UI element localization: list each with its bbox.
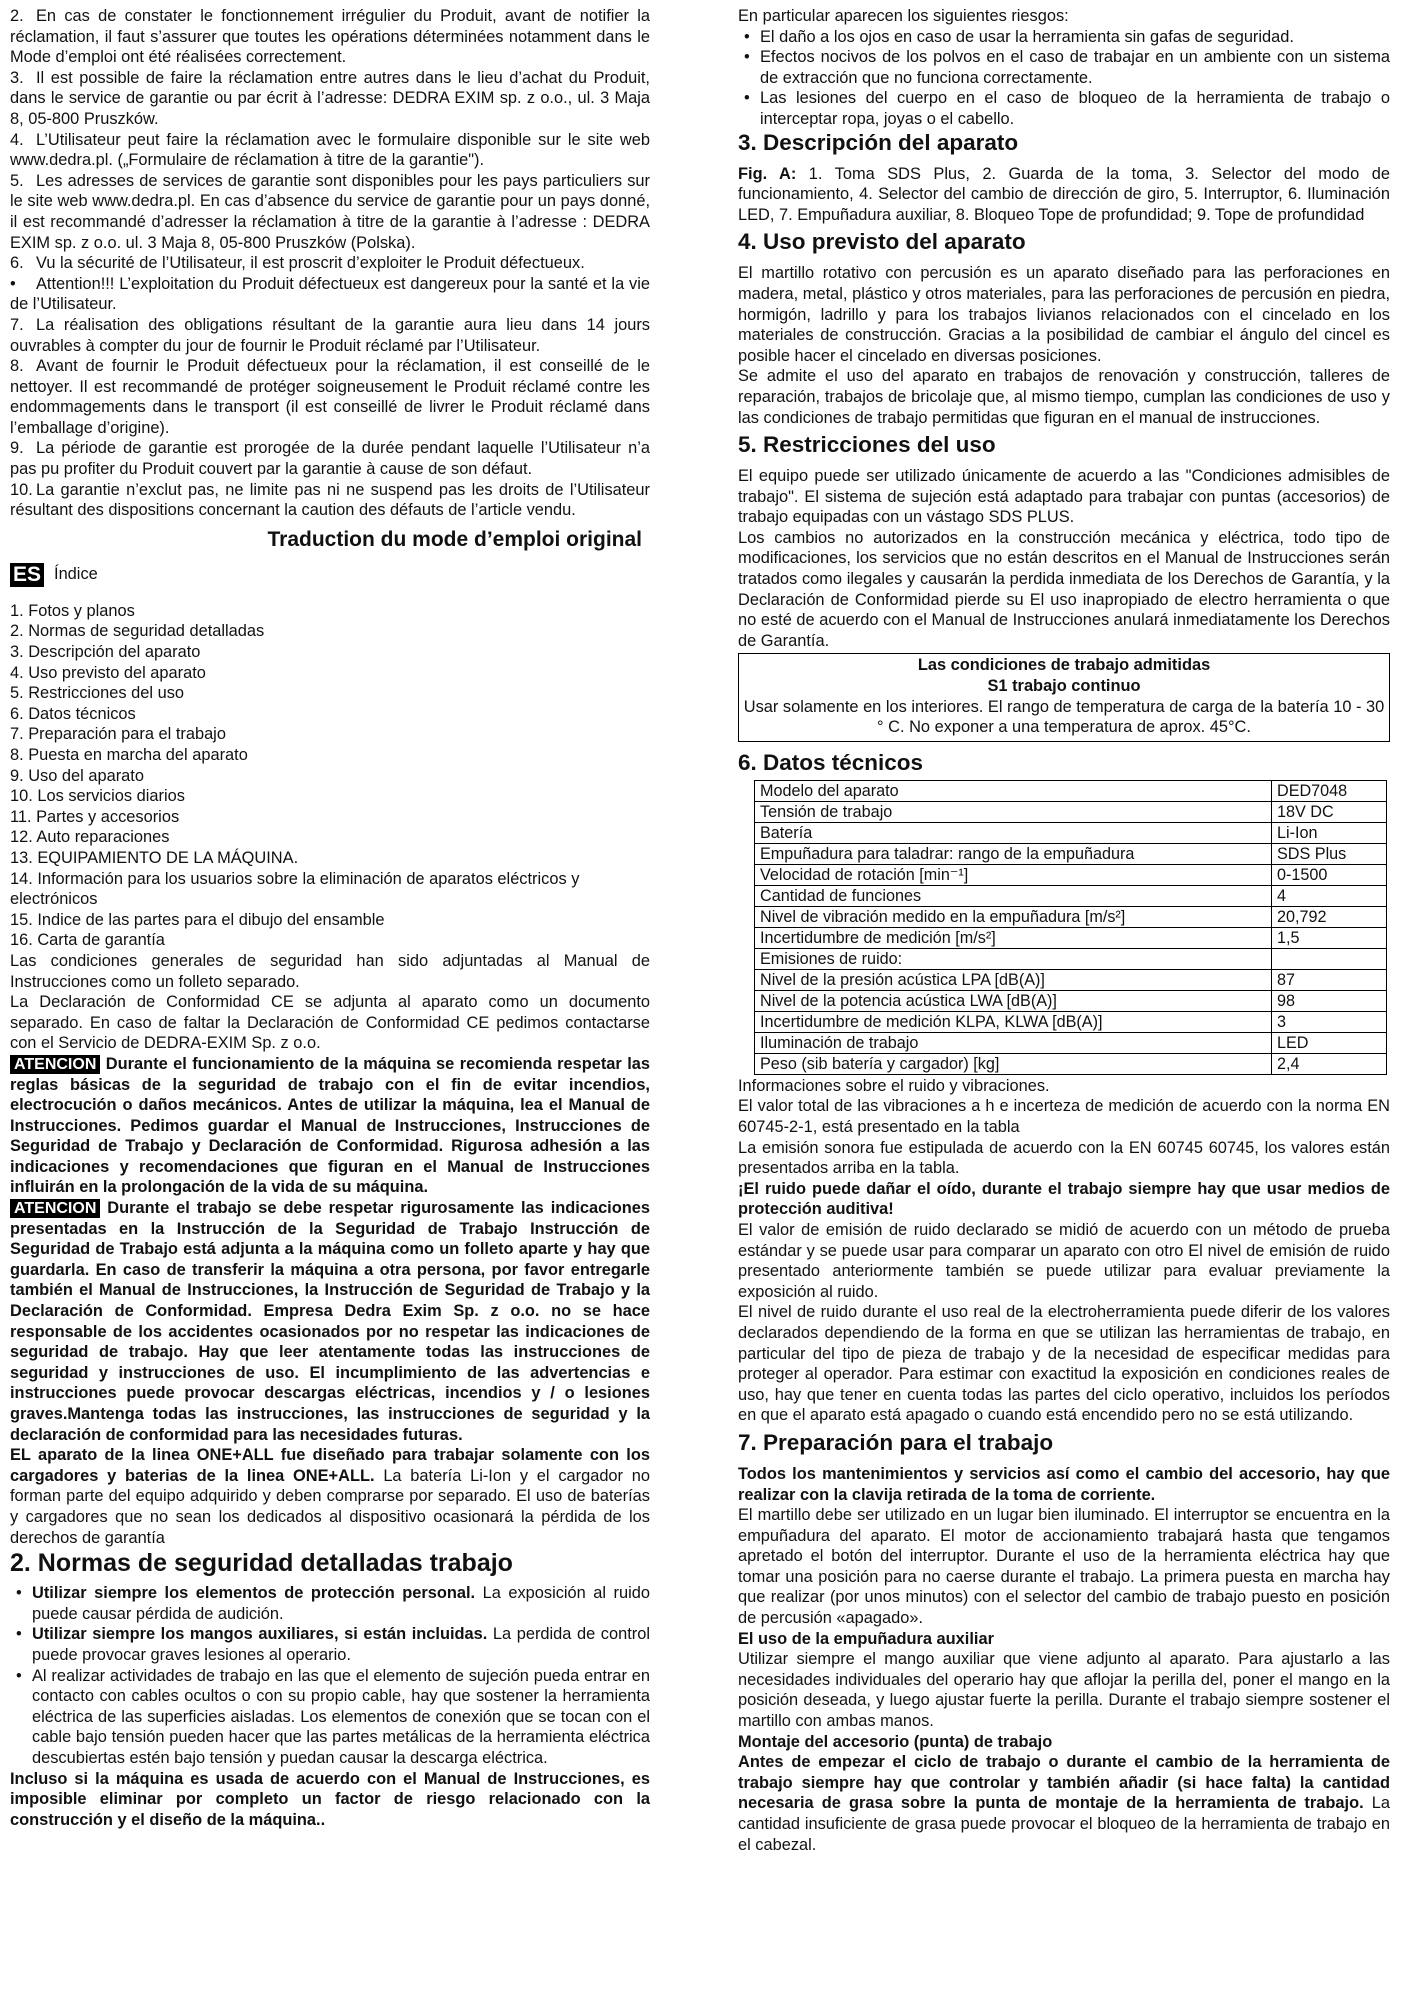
spec-value: DED7048 — [1272, 780, 1387, 801]
es-index-header — [10, 563, 650, 587]
spec-value: 2,4 — [1272, 1053, 1387, 1074]
safety-rule-item: • Utilizar siempre los mangos auxiliares, si están incluidas. La perdida de control puede provocar graves lesiones al operario. — [32, 1624, 650, 1665]
spec-row — [755, 1053, 1387, 1074]
french-warranty-item: 10. La garantie n’exclut pas, ne limite pas ni ne suspend pas les droits de l’Utilisateur résultant des dispositions concernant la caution des défauts de l’article vendu. — [10, 480, 650, 520]
declared-noise-text: El valor de emisión de ruido declarado se midió de acuerdo con un método de prueba estándar y se puede usar para comparar un aparato con otro El nivel de emisión de ruido presentado anteriormente también se puede utilizar para evaluar previamente la exposición al ruido. — [738, 1220, 1390, 1301]
conditions-title: Las condiciones de trabajo admitidas — [917, 656, 1211, 675]
toc-item: 15. Indice de las partes para el dibujo del ensamble — [10, 910, 385, 929]
conditions-subtitle: S1 trabajo continuo — [987, 677, 1141, 696]
toc-item: 10. Los servicios diarios — [10, 787, 185, 806]
spec-value: 98 — [1272, 990, 1387, 1011]
spec-value: 3 — [1272, 1011, 1387, 1032]
french-translation-title: Traduction du mode d’emploi original — [267, 527, 642, 551]
spec-label: Peso (sib batería y cargador) [kg] — [755, 1053, 1272, 1074]
noise-info-text: Informaciones sobre el ruido y vibraciones. — [738, 1076, 1050, 1095]
spec-row — [755, 822, 1387, 843]
accessory-mounting-text: Antes de empezar el ciclo de trabajo o durante el cambio de la herramienta de trabajo siempre hay que controlar y también añadir (si hace falta) la cantidad necesaria de grasa sobre la punta de montaje de la herramienta de trabajo. La cantidad insuficiente de grasa puede provocar el bloqueo de la herramienta de trabajo en el cabezal. — [738, 1753, 1390, 1854]
spec-label: Modelo del aparato — [755, 780, 1272, 801]
spec-value: 20,792 — [1272, 906, 1387, 927]
section-5-heading: 5. Restricciones del uso — [738, 432, 996, 458]
spec-row — [755, 906, 1387, 927]
intended-use-text-2: Se admite el uso del aparato en trabajos de renovación y construcción, talleres de reparación, trabajos de bricolaje que, al mismo tiempo, cumplan las condiciones de uso y las condiciones de trabajo permitidas que figuran en el manual de instrucciones. — [738, 367, 1390, 427]
spec-value — [1272, 948, 1387, 969]
spec-value: 4 — [1272, 885, 1387, 906]
spec-value: 87 — [1272, 969, 1387, 990]
spec-value: LED — [1272, 1032, 1387, 1053]
spec-row — [755, 990, 1387, 1011]
safety-rule-item: • Al realizar actividades de trabajo en las que el elemento de sujeción pueda entrar en contacto con cables ocultos o con su propio cable, hay que sostener la herramienta eléctrica de las superficies aisladas. Los elementos de conexión que se tocan con el cable bajo tensión pueden hacer que las partes metálicas de la herramienta eléctrica descubiertas estén bajo tensión y puedan causar la descarga eléctrica. — [32, 1666, 650, 1769]
section-3-heading: 3. Descripción del aparato — [738, 129, 1019, 155]
figure-a-description: Fig. A: 1. Toma SDS Plus, 2. Guarda de la toma, 3. Selector del modo de funcionamiento, 4. Selector del cambio de dirección de giro, 5. Interruptor, 6. Iluminación LED, 7. Empuñadura auxiliar, 8. Bloqueo Tope de profundidad; 9. Tope de profundidad — [738, 164, 1390, 224]
safety-rules-list — [10, 1583, 650, 1768]
table-of-contents — [10, 601, 650, 951]
spec-label: Batería — [755, 822, 1272, 843]
toc-item: 7. Preparación para el trabajo — [10, 725, 226, 744]
general-conditions-text: Las condiciones generales de seguridad han sido adjuntadas al Manual de Instrucciones como un folleto separado. — [10, 951, 650, 991]
es-index-label: Índice — [54, 565, 98, 584]
aux-handle-subheading: El uso de la empuñadura auxiliar — [738, 1629, 994, 1648]
maintenance-warning: Todos los mantenimientos y servicios así como el cambio del accesorio, hay que realizar con la clavija retirada de la toma de corriente. — [738, 1464, 1390, 1504]
preparation-text: El martillo debe ser utilizado en un lugar bien iluminado. El interruptor se encuentra en la empuñadura del aparato. El motor de accionamiento trabajará hasta que tengamos apretado el botón del interruptor. Durante el uso de la herramienta eléctrica hay que tomar una posición para no caerse durante el trabajo. La primera puesta en marcha hay que realizar (por unos minutos) con el selector del cambio de trabajo puesto en posición de percusión «apagado». — [738, 1506, 1390, 1628]
emission-text: La emisión sonora fue estipulada de acuerdo con la EN 60745 60745, los valores están presentados arriba en la tabla. — [738, 1138, 1390, 1178]
french-warranty-list — [10, 6, 650, 521]
spec-row — [755, 969, 1387, 990]
spec-row — [755, 864, 1387, 885]
french-warranty-item: 5. Les adresses de services de garantie sont disponibles pour les pays particuliers sur le site web www.dedra.pl. En cas d’absence du service de garantie pour un pays donné, il est recommandé d’adresser la réclamation à titre de la garantie à l’adresse : DEDRA EXIM sp. z o.o. ul. 3 Maja 8, 05-800 Pruszków (Polska). — [10, 171, 650, 252]
restrictions-text-2: Los cambios no autorizados en la construcción mecánica y eléctrica, todo tipo de modificaciones, los servicios que no están descritos en el Manual de Instrucciones serán tratados como ilegales y causarán la perdida inmediata de los Derechos de Garantía, y la Declaración de Conformidad pierde su El uso inapropiado de electro herramienta o que no esté de acuerdo con el Manual de Instrucciones anulará inmediatamente los Derechos de Garantía. — [738, 528, 1390, 650]
attention-badge: ATENCION — [10, 1055, 100, 1074]
risk-item: • El daño a los ojos en caso de usar la herramienta sin gafas de seguridad. — [760, 27, 1390, 48]
toc-item: 2. Normas de seguridad detalladas — [10, 622, 265, 641]
spec-value: 18V DC — [1272, 801, 1387, 822]
aux-handle-text: Utilizar siempre el mango auxiliar que viene adjunto al aparato. Para ajustarlo a las necesidades individuales del operario hay que aflojar la perilla del, poner el mango en la posición deseada, y luego ajustar fuerte la perilla. Durante el trabajo siempre sostener el martillo con ambas manos. — [738, 1650, 1390, 1731]
attention-block-2: ATENCION Durante el trabajo se debe respetar rigurosamente las indicaciones presentadas en la Instrucción de la Seguridad de Trabajo Instrucción de Seguridad de Trabajo está adjunta a la máquina como un folleto aparte y hay que guardarla. En caso de transferir la máquina a otra persona, por favor entregarle también el Manual de Instrucciones, la Instrucción de Seguridad de Trabajo y la Declaración de Conformidad. Empresa Dedra Exim Sp. z o.o. no se hace responsable de los accidentes ocasionados por no respetar las indicaciones de seguridad de trabajo. Hay que leer atentamente todas las instrucciones de seguridad y instrucciones de uso. El incumplimiento de las advertencias e instrucciones puede provocar descargas eléctricas, incendios y / o lesiones graves.Mantenga todas las instrucciones, las instrucciones de seguridad y la declaración de conformidad para las necesidades futuras. — [10, 1199, 650, 1444]
french-warranty-item: 4. L’Utilisateur peut faire la réclamation avec le formulaire disponible sur le site web www.dedra.pl. („Formulaire de réclamation à titre de la garantie"). — [10, 130, 650, 170]
spec-label: Emisiones de ruido: — [755, 948, 1272, 969]
spec-row — [755, 885, 1387, 906]
toc-item: 9. Uso del aparato — [10, 766, 144, 785]
toc-item: 6. Datos técnicos — [10, 704, 136, 723]
toc-item: 13. EQUIPAMIENTO DE LA MÁQUINA. — [10, 848, 299, 867]
noise-level-text: El nivel de ruido durante el uso real de la electroherramienta puede diferir de los valores declarados dependiendo de la forma en que se utilizan las herramientas de trabajo, en particular del tipo de pieza de trabajo y de la necesidad de especificar medidas para proteger al operador. Para estimar con exactitud la exposición en condiciones reales de uso, hay que tener en cuenta todas las partes del ciclo operativo, incluidos los períodos en que el aparato está apagado o cuando está encendido pero no se está utilizando. — [738, 1303, 1390, 1425]
spec-label: Empuñadura para taladrar: rango de la empuñadura — [755, 843, 1272, 864]
safety-rule-item: • Utilizar siempre los elementos de protección personal. La exposición al ruido puede causar pérdida de audición. — [32, 1583, 650, 1624]
left-column — [10, 6, 650, 1830]
french-warranty-item: 7. La réalisation des obligations résultant de la garantie aura lieu dans 14 jours ouvrables à compter du jour de fournir le Produit réclamé par l’Utilisateur. — [10, 315, 650, 355]
risk-item: • Efectos nocivos de los polvos en el caso de trabajar en un ambiente con un sistema de extracción que no funciona correctamente. — [760, 47, 1390, 88]
french-warranty-item: 8. Avant de fournir le Produit défectueux pour la réclamation, il est conseillé de le nettoyer. Il est recommandé de protéger soigneusement le Produit réclamé contre les endommagements dans le transport (il est conseillé de livrer le Produit réclamé dans l’emballage d’origine). — [10, 357, 650, 437]
french-warranty-item: 3. Il est possible de faire la réclamation entre autres dans le lieu d’achat du Produit, dans le service de garantie ou par écrit à l’adresse: DEDRA EXIM sp. z o.o., ul. 3 Maja 8, 05-800 Pruszków. — [10, 68, 650, 128]
vibration-text: El valor total de las vibraciones a h e incerteza de medición de acuerdo con la norma EN 60745-2-1, está presentado en la tabla — [738, 1097, 1390, 1136]
spec-row — [755, 1032, 1387, 1053]
ce-declaration-text: La Declaración de Conformidad CE se adjunta al aparato como un documento separado. En caso de faltar la Declaración de Conformidad CE pedimos contactarse con el Servicio de DEDRA-EXIM Sp. z o.o. — [10, 993, 650, 1053]
residual-risk-text: Incluso si la máquina es usada de acuerdo con el Manual de Instrucciones, es imposible eliminar por completo un factor de riesgo relacionado con la construcción y el diseño de la máquina.. — [10, 1769, 650, 1829]
risks-list — [738, 27, 1390, 130]
french-warranty-item: 2. En cas de constater le fonctionnement irrégulier du Produit, avant de notifier la réclamation, il faut s’assurer que toutes les opérations déterminées notamment dans le Mode d’emploi ont été réalisées correctement. — [10, 7, 650, 67]
toc-item: 16. Carta de garantía — [10, 931, 165, 950]
spec-label: Nivel de la potencia acústica LWA [dB(A)] — [755, 990, 1272, 1011]
toc-item: 4. Uso previsto del aparato — [10, 663, 206, 682]
risks-intro: En particular aparecen los siguientes riesgos: — [738, 7, 1069, 25]
working-conditions-box — [738, 653, 1390, 741]
spec-row — [755, 801, 1387, 822]
toc-item: 12. Auto reparaciones — [10, 828, 170, 847]
attention-badge: ATENCION — [10, 1199, 100, 1218]
es-language-badge: ES — [10, 563, 44, 587]
toc-item: 1. Fotos y planos — [10, 601, 135, 620]
spec-row — [755, 1011, 1387, 1032]
spec-label: Velocidad de rotación [min⁻¹] — [755, 864, 1272, 885]
section-2-heading: 2. Normas de seguridad detalladas trabajo — [10, 1549, 513, 1578]
spec-row — [755, 843, 1387, 864]
french-warranty-item: 9. La période de garantie est prorogée de la durée pendant laquelle l’Utilisateur n’a pas pu profiter du Produit couvert par la garantie à cause de son défaut. — [10, 439, 650, 479]
spec-label: Incertidumbre de medición KLPA, KLWA [dB(A)] — [755, 1011, 1272, 1032]
intended-use-text-1: El martillo rotativo con percusión es un aparato diseñado para las perforaciones en madera, metal, plástico y otros materiales, para las perforaciones de percusión en piedra, hormigón, ladrillo y para los trabajos livianos relacionados con el cincelado en los materiales de construcción. Gracias a la posibilidad de cambiar el ángulo del cincel es posible hacer el cincelado en diversas posiciones. — [738, 264, 1390, 365]
spec-value: Li-Ion — [1272, 822, 1387, 843]
spec-value: SDS Plus — [1272, 843, 1387, 864]
section-4-heading: 4. Uso previsto del aparato — [738, 229, 1026, 255]
technical-data-table — [754, 780, 1387, 1075]
spec-row — [755, 948, 1387, 969]
spec-row — [755, 780, 1387, 801]
toc-item: 11. Partes y accesorios — [10, 807, 180, 826]
spec-label: Nivel de vibración medido en la empuñadura [m/s²] — [755, 906, 1272, 927]
spec-row — [755, 927, 1387, 948]
toc-item: 5. Restricciones del uso — [10, 684, 185, 703]
right-column — [738, 6, 1390, 1855]
spec-label: Nivel de la presión acústica LPA [dB(A)] — [755, 969, 1272, 990]
accessory-mounting-subheading: Montaje del accesorio (punta) de trabajo — [738, 1732, 1053, 1751]
conditions-text: Usar solamente en los interiores. El rango de temperatura de carga de la batería 10 - 30 ° C. No exponer a una temperatura de aprox. 45°C. — [743, 697, 1385, 737]
section-7-heading: 7. Preparación para el trabajo — [738, 1429, 1054, 1455]
toc-item: 8. Puesta en marcha del aparato — [10, 746, 248, 764]
toc-item: 3. Descripción del aparato — [10, 643, 201, 662]
spec-value: 1,5 — [1272, 927, 1387, 948]
french-warranty-item: • Attention!!! L’exploitation du Produit défectueux est dangereux pour la santé et la vie de l’Utilisateur. — [10, 274, 650, 314]
toc-item: 14. Información para los usuarios sobre la eliminación de aparatos eléctricos y electrónicos — [10, 869, 580, 909]
hearing-warning: ¡El ruido puede dañar el oído, durante el trabajo siempre hay que usar medios de protección auditiva! — [738, 1179, 1390, 1219]
spec-value: 0-1500 — [1272, 864, 1387, 885]
risk-item: • Las lesiones del cuerpo en el caso de bloqueo de la herramienta de trabajo o interceptar ropa, joyas o el cabello. — [760, 88, 1390, 129]
attention-block-1: ATENCION Durante el funcionamiento de la máquina se recomienda respetar las reglas básicas de la seguridad de trabajo con el fin de evitar incendios, electrocución o daños mecánicos. Antes de utilizar la máquina, lea el Manual de Instrucciones. Pedimos guardar el Manual de Instrucciones, Instrucciones de Seguridad de Trabajo y Declaración de Conformidad. Rigurosa adhesión a las indicaciones y recomendaciones que figuran en el Manual de Instrucciones influirán en la prolongación de la vida de su máquina. — [10, 1054, 650, 1197]
french-warranty-item: 6. Vu la sécurité de l’Utilisateur, il est proscrit d’exploiter le Produit défectueux. — [10, 254, 585, 273]
spec-label: Cantidad de funciones — [755, 885, 1272, 906]
section-6-heading: 6. Datos técnicos — [738, 749, 924, 775]
restrictions-text-1: El equipo puede ser utilizado únicamente de acuerdo a las "Condiciones admisibles de trabajo". El sistema de sujeción está adaptado para trabajar con puntas (accesorios) de trabajo equipadas con un vástago SDS PLUS. — [738, 467, 1390, 527]
one-all-text: EL aparato de la linea ONE+ALL fue diseñado para trabajar solamente con los cargadores y baterias de la linea ONE+ALL. La batería Li-Ion y el cargador no forman parte del equipo adquirido y deben comprarse por separado. El uso de baterías y cargadores que no sean los dedicados al dispositivo ocasionará la pérdida de los derechos de garantía — [10, 1446, 650, 1547]
spec-label: Incertidumbre de medición [m/s²] — [755, 927, 1272, 948]
spec-label: Iluminación de trabajo — [755, 1032, 1272, 1053]
spec-label: Tensión de trabajo — [755, 801, 1272, 822]
